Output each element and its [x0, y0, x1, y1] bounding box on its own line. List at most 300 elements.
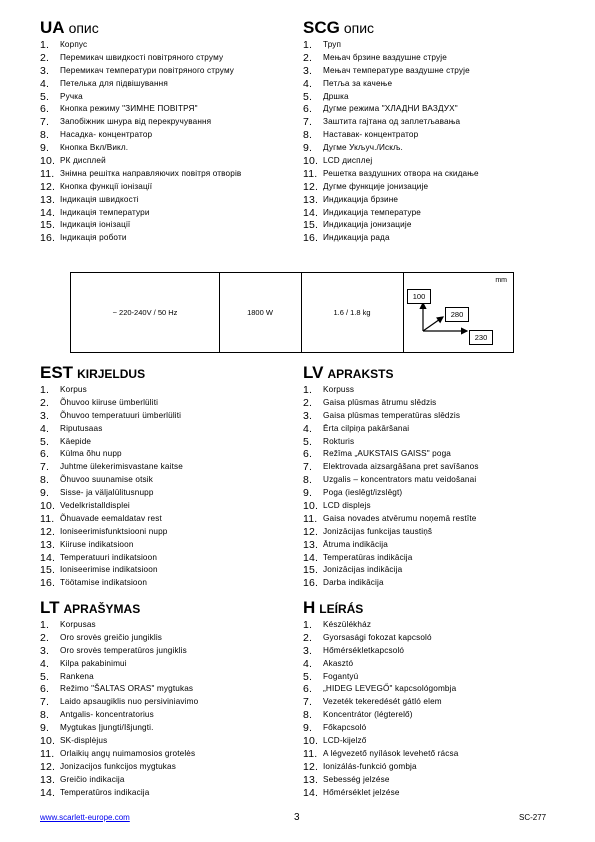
- item-number: 13.: [40, 193, 56, 206]
- item-label: Мењач температуре ваздушне струје: [323, 65, 470, 75]
- item-label: Darba indikācija: [323, 578, 384, 588]
- list-item: [303, 500, 561, 513]
- language-code: LT: [40, 598, 60, 617]
- item-number: 6.: [303, 448, 313, 461]
- item-number: 3.: [40, 64, 50, 77]
- list-item: [40, 761, 298, 774]
- list-item: [303, 761, 561, 774]
- list-item: [303, 526, 561, 539]
- list-item: [303, 774, 561, 787]
- item-number: 12.: [40, 180, 56, 193]
- list-item: [303, 181, 561, 194]
- item-label: Дугме режима "ХЛАДНИ ВАЗДУХ": [323, 104, 458, 114]
- item-label: Индикација брзине: [323, 194, 399, 204]
- item-label: Корпус: [60, 40, 88, 49]
- list-item: [303, 39, 561, 52]
- item-number: 10.: [303, 735, 319, 748]
- item-label: Uzgalis – koncentrators matu veidošanai: [323, 475, 477, 485]
- item-label: Перемикач швидкості повітряного струму: [60, 52, 224, 62]
- parts-list: [303, 384, 561, 590]
- list-item: [40, 155, 298, 168]
- page-number: 3: [294, 812, 300, 823]
- list-item: [303, 91, 561, 104]
- item-label: Наставак- концентратор: [323, 130, 419, 140]
- item-number: 2.: [303, 631, 313, 644]
- parts-list: [40, 39, 298, 245]
- list-item: [40, 526, 298, 539]
- list-item: [40, 552, 298, 565]
- item-number: 5.: [40, 670, 50, 683]
- item-number: 6.: [40, 448, 50, 461]
- list-item: [303, 748, 561, 761]
- list-item: [303, 78, 561, 91]
- list-item: [303, 513, 561, 526]
- list-item: [303, 474, 561, 487]
- list-item: [303, 787, 561, 800]
- item-label: Jonizācijas indikācija: [323, 565, 403, 575]
- item-number: 1.: [303, 619, 313, 631]
- list-item: [40, 65, 298, 78]
- item-number: 11.: [40, 747, 55, 760]
- list-item: [303, 722, 561, 735]
- item-number: 11.: [40, 167, 55, 180]
- item-label: Temperatuuri indikatsioon: [60, 552, 158, 562]
- item-number: 14.: [40, 786, 56, 799]
- list-item: [40, 539, 298, 552]
- list-item: [40, 52, 298, 65]
- item-number: 7.: [303, 461, 313, 474]
- list-item: [40, 207, 298, 220]
- list-item: [40, 168, 298, 181]
- list-item: [40, 564, 298, 577]
- item-label: Заштита гајтана од заплетљавања: [323, 117, 461, 127]
- item-number: 12.: [303, 525, 319, 538]
- item-number: 3.: [303, 644, 313, 657]
- item-label: Poga (ieslēgt/izslēgt): [323, 488, 403, 498]
- item-number: 9.: [40, 487, 50, 500]
- item-number: 16.: [40, 232, 56, 245]
- list-item: [40, 787, 298, 800]
- parts-list: [303, 39, 561, 245]
- item-label: Riputusaas: [60, 423, 103, 433]
- item-number: 3.: [40, 644, 50, 657]
- height-dimension: 100: [407, 289, 431, 304]
- item-label: Индикација рада: [323, 233, 390, 243]
- list-item: [40, 513, 298, 526]
- item-number: 7.: [40, 116, 50, 129]
- item-number: 14.: [303, 786, 319, 799]
- item-number: 9.: [303, 722, 313, 735]
- item-label: Дугме Укључ./Искљ.: [323, 143, 403, 153]
- list-item: [40, 683, 298, 696]
- item-number: 2.: [40, 51, 50, 64]
- section-title: LEÍRÁS: [319, 602, 364, 616]
- list-item: [40, 436, 298, 449]
- item-number: 11.: [303, 512, 318, 525]
- item-number: 6.: [303, 683, 313, 696]
- item-number: 8.: [40, 129, 50, 142]
- item-number: 10.: [303, 155, 319, 168]
- item-number: 16.: [40, 577, 56, 590]
- item-number: 3.: [303, 64, 313, 77]
- item-number: 15.: [303, 564, 319, 577]
- item-number: 4.: [303, 77, 313, 90]
- item-label: LCD displejs: [323, 501, 371, 511]
- item-label: Дугме функције јонизације: [323, 181, 429, 191]
- section-lv: [303, 362, 561, 590]
- power-cell: 1800 W: [219, 273, 302, 352]
- section-title: APRAŠYMAS: [63, 602, 141, 616]
- list-item: [303, 461, 561, 474]
- list-item: [303, 155, 561, 168]
- item-number: 8.: [303, 474, 313, 487]
- item-label: Õhuvoo temperatuuri ümberlüliti: [60, 410, 182, 420]
- item-label: Sisse- ja väljalülitusnupp: [60, 488, 154, 498]
- item-label: Rankena: [60, 671, 94, 681]
- item-label: Hőmérsékletkapcsoló: [323, 645, 405, 655]
- item-number: 10.: [40, 155, 56, 168]
- item-label: Петља за качење: [323, 78, 393, 88]
- item-number: 9.: [303, 142, 313, 155]
- list-item: [40, 722, 298, 735]
- item-label: Знімна решітка направляючих повітря отворів: [60, 168, 242, 178]
- item-label: Greičio indikacija: [60, 774, 125, 784]
- item-number: 14.: [40, 206, 56, 219]
- depth-dimension: 280: [445, 307, 469, 322]
- list-item: [303, 683, 561, 696]
- list-item: [40, 78, 298, 91]
- list-item: [40, 487, 298, 500]
- item-number: 12.: [303, 180, 319, 193]
- item-number: 4.: [40, 422, 50, 435]
- item-number: 15.: [40, 564, 56, 577]
- parts-list: [40, 384, 298, 590]
- list-item: [40, 103, 298, 116]
- item-number: 16.: [303, 232, 319, 245]
- item-number: 11.: [303, 167, 318, 180]
- list-item: [40, 735, 298, 748]
- list-item: [40, 232, 298, 245]
- item-number: 1.: [40, 619, 50, 631]
- item-number: 12.: [40, 760, 56, 773]
- section-heading: [303, 362, 561, 384]
- item-number: 13.: [40, 773, 56, 786]
- list-item: [303, 709, 561, 722]
- section-heading: [303, 17, 561, 39]
- list-item: [40, 39, 298, 52]
- item-number: 15.: [303, 219, 319, 232]
- item-number: 8.: [303, 129, 313, 142]
- item-label: Насадка- концентратор: [60, 130, 153, 140]
- website-link[interactable]: www.scarlett-europe.com: [40, 813, 130, 822]
- item-label: Juhtme ülekerimisvastane kaitse: [60, 462, 183, 472]
- item-number: 6.: [40, 103, 50, 116]
- item-label: Temperatūras indikācija: [323, 552, 413, 562]
- item-label: Jonizācijas funkcijas taustiņš: [323, 526, 433, 536]
- section-title: APRAKSTS: [327, 367, 394, 381]
- list-item: [303, 487, 561, 500]
- item-label: Дршка: [323, 91, 349, 101]
- list-item: [303, 564, 561, 577]
- list-item: [40, 116, 298, 129]
- item-label: Петелька для підвішування: [60, 78, 168, 88]
- item-label: Ionizálás-funkció gombja: [323, 761, 417, 771]
- item-label: Ātruma indikācija: [323, 539, 388, 549]
- item-label: Oro srovės greičio jungiklis: [60, 632, 163, 642]
- item-label: SK-displėjus: [60, 736, 108, 746]
- item-label: Mygtukas Įjungti/Išjungti.: [60, 723, 154, 733]
- item-label: Gaisa plūsmas ātrumu slēdzis: [323, 397, 437, 407]
- item-label: Vedelkristalldisplei: [60, 501, 130, 511]
- item-number: 3.: [40, 409, 50, 422]
- item-number: 14.: [303, 206, 319, 219]
- item-number: 11.: [303, 747, 318, 760]
- item-label: Režimo "ŠALTAS ORAS" mygtukas: [60, 684, 194, 694]
- list-item: [303, 448, 561, 461]
- item-label: Решетка ваздушних отвора на скидање: [323, 168, 479, 178]
- item-label: Orlaikių angų nuimamosios grotelės: [60, 748, 196, 758]
- item-label: Õhuvoo kiiruse ümberlüliti: [60, 397, 159, 407]
- item-label: Кнопка функції іонізації: [60, 181, 153, 191]
- item-number: 1.: [303, 384, 313, 396]
- item-label: Fogantyú: [323, 671, 359, 681]
- item-label: Ioniseerimisfunktsiooni nupp: [60, 526, 168, 536]
- list-item: [303, 658, 561, 671]
- list-item: [40, 619, 298, 632]
- item-number: 5.: [303, 435, 313, 448]
- item-label: Індикація роботи: [60, 233, 127, 243]
- list-item: [303, 552, 561, 565]
- item-label: „HIDEG LEVEGŐ" kapcsológombja: [323, 684, 457, 694]
- item-number: 2.: [40, 396, 50, 409]
- item-number: 5.: [40, 435, 50, 448]
- list-item: [40, 774, 298, 787]
- item-label: Korpuss: [323, 385, 355, 394]
- language-code: EST: [40, 363, 74, 382]
- item-label: Gyorsasági fokozat kapcsoló: [323, 632, 432, 642]
- item-number: 9.: [40, 142, 50, 155]
- item-number: 4.: [40, 657, 50, 670]
- item-number: 8.: [303, 709, 313, 722]
- list-item: [40, 577, 298, 590]
- item-number: 13.: [303, 773, 319, 786]
- list-item: [40, 748, 298, 761]
- section-title: опис: [343, 20, 375, 36]
- voltage-cell: ~ 220-240V / 50 Hz: [71, 273, 220, 352]
- list-item: [40, 658, 298, 671]
- list-item: [40, 709, 298, 722]
- item-label: Temperatūros indikacija: [60, 787, 150, 797]
- item-number: 11.: [40, 512, 55, 525]
- item-label: Jonizacijos funkcijos mygtukas: [60, 761, 176, 771]
- item-label: Перемикач температури повітряного струму: [60, 65, 235, 75]
- item-label: Индикација јонизације: [323, 220, 412, 230]
- list-item: [303, 168, 561, 181]
- item-label: Кнопка Вкл/Викл.: [60, 143, 129, 153]
- model-number: SC-277: [519, 813, 547, 822]
- item-number: 13.: [303, 538, 319, 551]
- list-item: [40, 219, 298, 232]
- list-item: [303, 116, 561, 129]
- item-number: 15.: [40, 219, 56, 232]
- item-label: Laido apsaugiklis nuo persiviniavimo: [60, 697, 199, 707]
- list-item: [40, 461, 298, 474]
- unit-label: mm: [495, 277, 507, 284]
- list-item: [40, 410, 298, 423]
- item-label: Käepide: [60, 436, 92, 446]
- item-number: 1.: [40, 384, 50, 396]
- item-number: 4.: [303, 657, 313, 670]
- item-number: 8.: [40, 709, 50, 722]
- list-item: [40, 384, 298, 397]
- list-item: [303, 65, 561, 78]
- item-label: Ērta cilpiņa pakāršanai: [323, 423, 410, 433]
- item-label: Ручка: [60, 91, 83, 101]
- item-number: 7.: [40, 461, 50, 474]
- item-label: Koncentrátor (légterelő): [323, 710, 413, 720]
- list-item: [303, 232, 561, 245]
- item-label: Запобіжник шнура від перекручування: [60, 117, 212, 127]
- list-item: [303, 52, 561, 65]
- list-item: [303, 436, 561, 449]
- list-item: [303, 129, 561, 142]
- weight-cell: 1.6 / 1.8 kg: [301, 273, 404, 352]
- list-item: [40, 91, 298, 104]
- item-label: Kiiruse indikatsioon: [60, 539, 134, 549]
- item-label: Vezeték tekeredését gátló elem: [323, 697, 442, 707]
- list-item: [40, 474, 298, 487]
- item-number: 9.: [40, 722, 50, 735]
- language-code: UA: [40, 18, 65, 37]
- item-label: Индикација температуре: [323, 207, 421, 217]
- spec-table: [70, 272, 514, 353]
- list-item: [40, 129, 298, 142]
- section-heading: [40, 362, 298, 384]
- item-label: Кнопка режиму "ЗИМНЕ ПОВІТРЯ": [60, 104, 198, 114]
- item-number: 7.: [40, 696, 50, 709]
- item-label: Індикація іонізації: [60, 220, 131, 230]
- list-item: [303, 735, 561, 748]
- list-item: [40, 194, 298, 207]
- item-label: Ioniseerimise indikatsioon: [60, 565, 158, 575]
- section-h: [303, 597, 561, 799]
- list-item: [40, 448, 298, 461]
- item-number: 10.: [40, 735, 56, 748]
- item-number: 4.: [303, 422, 313, 435]
- list-item: [303, 696, 561, 709]
- item-number: 2.: [303, 51, 313, 64]
- list-item: [303, 632, 561, 645]
- item-label: A légvezető nyílások levehető rácsa: [323, 748, 459, 758]
- item-number: 7.: [303, 116, 313, 129]
- item-number: 2.: [303, 396, 313, 409]
- item-label: Töötamise indikatsioon: [60, 578, 148, 588]
- item-label: Hőmérséklet jelzése: [323, 787, 400, 797]
- list-item: [303, 397, 561, 410]
- item-label: Oro srovės temperatūros jungiklis: [60, 645, 187, 655]
- item-label: Antgalis- koncentratorius: [60, 710, 154, 720]
- item-label: Korpusas: [60, 620, 96, 629]
- item-number: 13.: [40, 538, 56, 551]
- item-label: Õhuavade eemaldatav rest: [60, 513, 162, 523]
- item-label: Készülékház: [323, 620, 372, 629]
- section-title: KIRJELDUS: [77, 367, 146, 381]
- list-item: [303, 219, 561, 232]
- item-label: LCD дисплеј: [323, 156, 373, 166]
- item-label: Sebesség jelzése: [323, 774, 390, 784]
- language-code: SCG: [303, 18, 340, 37]
- item-number: 1.: [40, 39, 50, 51]
- item-label: LCD-kijelző: [323, 736, 367, 746]
- list-item: [40, 397, 298, 410]
- item-label: Труп: [323, 40, 342, 49]
- list-item: [40, 632, 298, 645]
- item-number: 6.: [303, 103, 313, 116]
- item-number: 14.: [303, 551, 319, 564]
- item-number: 5.: [303, 670, 313, 683]
- item-label: Főkapcsoló: [323, 723, 367, 733]
- list-item: [303, 384, 561, 397]
- item-number: 12.: [303, 760, 319, 773]
- item-label: Korpus: [60, 385, 87, 394]
- parts-list: [40, 619, 298, 799]
- list-item: [303, 142, 561, 155]
- item-number: 5.: [40, 90, 50, 103]
- item-number: 16.: [303, 577, 319, 590]
- width-dimension: 230: [469, 330, 493, 345]
- language-code: LV: [303, 363, 324, 382]
- item-label: Külma õhu nupp: [60, 449, 122, 459]
- item-label: Мењач брзине ваздушне струје: [323, 52, 447, 62]
- item-label: РК дисплей: [60, 156, 106, 166]
- list-item: [40, 645, 298, 658]
- section-est: [40, 362, 298, 590]
- list-item: [40, 423, 298, 436]
- item-number: 12.: [40, 525, 56, 538]
- list-item: [303, 645, 561, 658]
- list-item: [303, 619, 561, 632]
- item-label: Індикація швидкості: [60, 194, 139, 204]
- item-label: Gaisa novades atvērumu noņemā restīte: [323, 513, 477, 523]
- list-item: [40, 181, 298, 194]
- item-label: Elektrovada aizsargāšana pret savīšanos: [323, 462, 479, 472]
- item-number: 9.: [303, 487, 313, 500]
- list-item: [303, 194, 561, 207]
- section-scg: [303, 17, 561, 245]
- item-label: Rokturis: [323, 436, 355, 446]
- item-number: 1.: [303, 39, 313, 51]
- item-label: Õhuvoo suunamise otsik: [60, 475, 153, 485]
- section-ua: [40, 17, 298, 245]
- item-number: 8.: [40, 474, 50, 487]
- list-item: [303, 671, 561, 684]
- list-item: [40, 142, 298, 155]
- list-item: [303, 410, 561, 423]
- list-item: [40, 671, 298, 684]
- list-item: [303, 539, 561, 552]
- parts-list: [303, 619, 561, 799]
- item-label: Kilpa pakabinimui: [60, 658, 127, 668]
- list-item: [303, 577, 561, 590]
- item-number: 3.: [303, 409, 313, 422]
- section-lt: [40, 597, 298, 799]
- item-number: 13.: [303, 193, 319, 206]
- section-heading: [40, 597, 298, 619]
- item-number: 14.: [40, 551, 56, 564]
- item-number: 2.: [40, 631, 50, 644]
- item-label: Gaisa plūsmas temperatūras slēdzis: [323, 410, 461, 420]
- list-item: [40, 500, 298, 513]
